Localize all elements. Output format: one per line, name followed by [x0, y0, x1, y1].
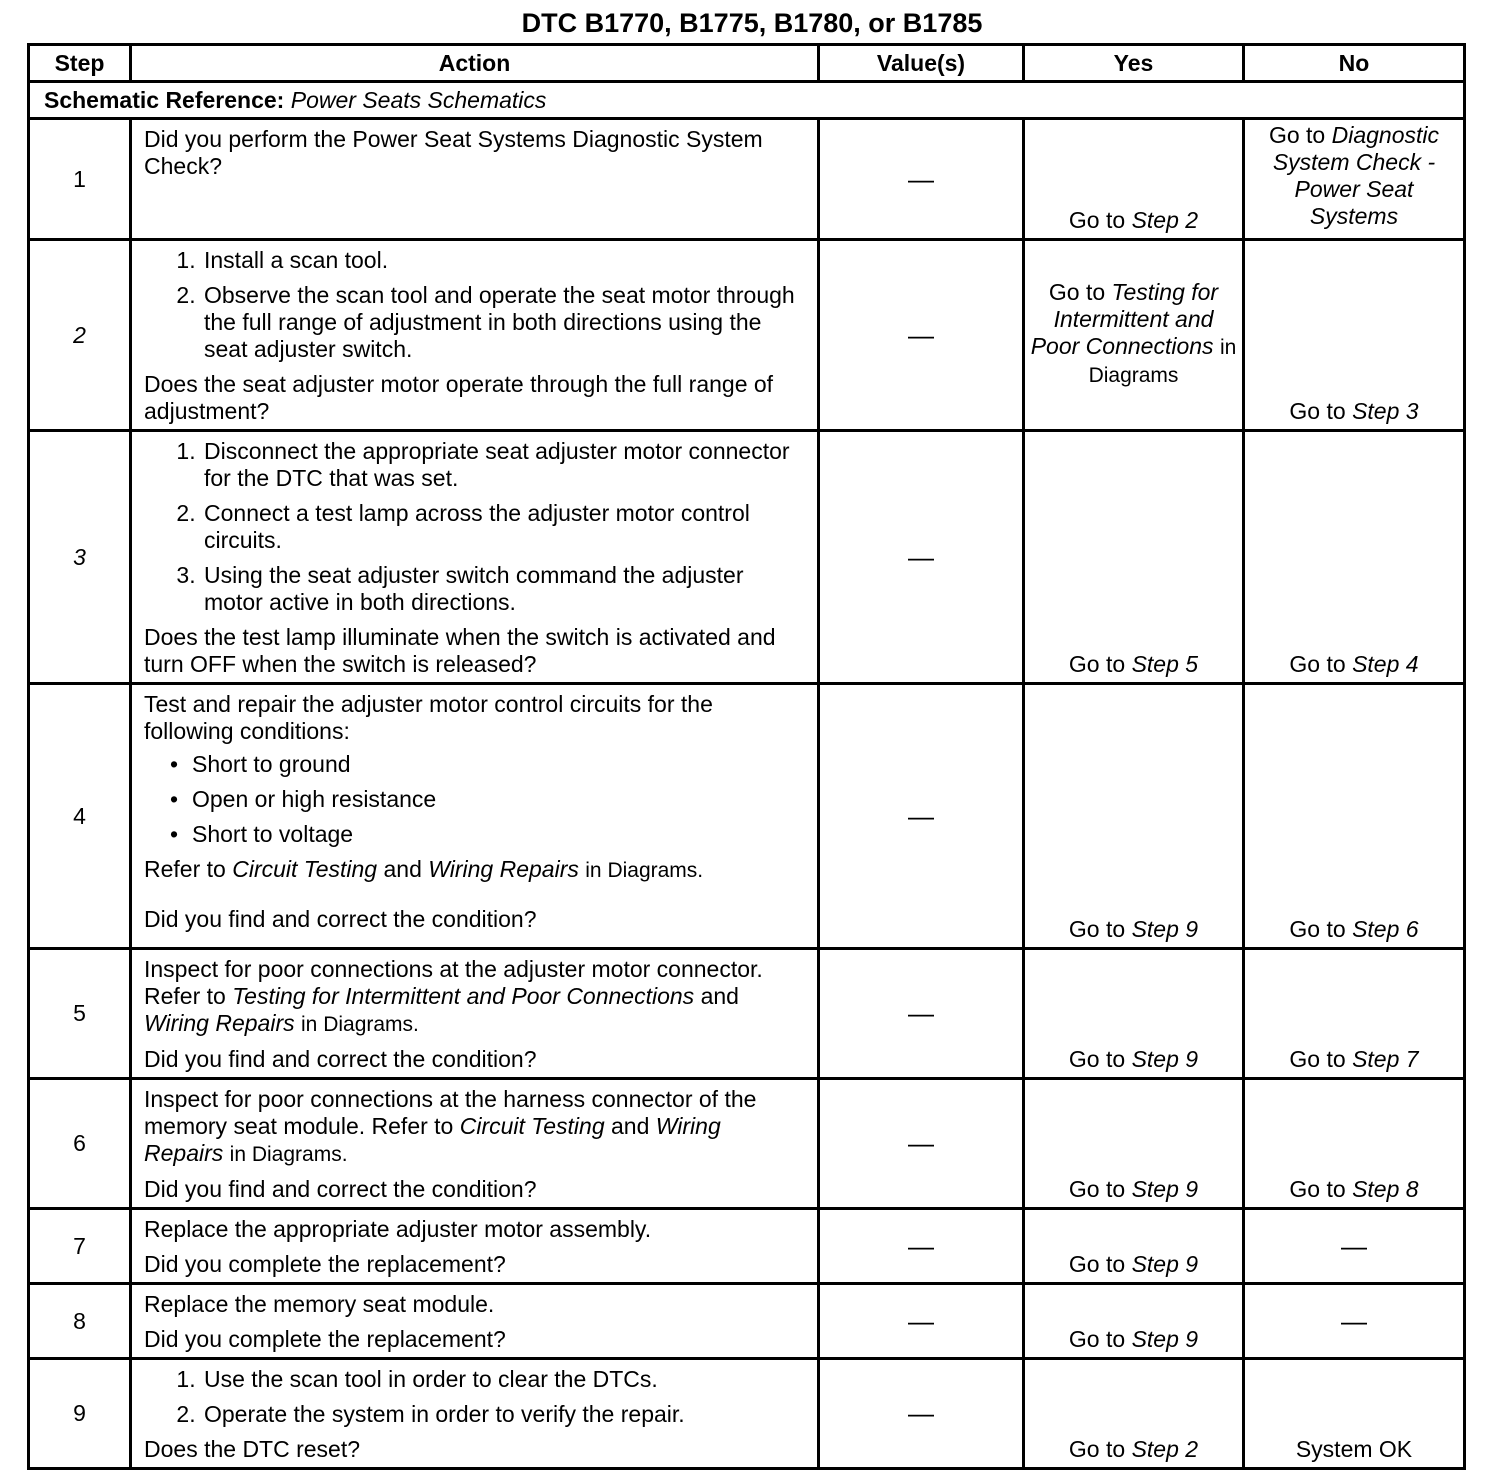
list-item: 1. Use the scan tool in order to clear the DTCs. [202, 1366, 805, 1393]
yes-link[interactable]: Step 9 [1131, 1326, 1199, 1352]
header-step: Step [29, 45, 131, 82]
reference-link[interactable]: Wiring Repairs [144, 1113, 721, 1166]
table-row [29, 1359, 1465, 1469]
action-cell [131, 1079, 819, 1209]
action-text: Did you perform the Power Seat Systems Diagnostic System Check? [144, 126, 763, 179]
yes-link[interactable]: Step 9 [1131, 1251, 1199, 1277]
list-item: 1. Install a scan tool. [202, 247, 805, 274]
schematic-reference [29, 82, 1465, 119]
intro-text: Test and repair the adjuster motor control circuits for the following conditions: [144, 691, 713, 744]
yes-cell: Go to Step 9 [1024, 1079, 1244, 1209]
no-link[interactable]: Step 4 [1352, 651, 1419, 677]
schematic-row [29, 82, 1465, 119]
reference-link[interactable]: Wiring Repairs [144, 1010, 295, 1036]
no-cell: Go to Diagnostic System Check - Power Seat Systems [1244, 119, 1465, 240]
question-text: Did you complete the replacement? [144, 1326, 506, 1352]
yes-link[interactable]: Step 9 [1131, 916, 1199, 942]
action-cell [131, 949, 819, 1079]
list-item: 1. Disconnect the appropriate seat adjuster motor connector for the DTC that was set. [202, 438, 805, 492]
reference-link[interactable]: Wiring Repairs [428, 856, 579, 882]
yes-link[interactable]: Step 9 [1131, 1046, 1199, 1072]
step-number: 2 [29, 240, 131, 431]
table-row [29, 119, 1465, 240]
reference-link[interactable]: Testing for Intermittent and Poor Connections [232, 983, 695, 1009]
list-item: • Short to ground [192, 751, 805, 778]
step-number: 8 [29, 1284, 131, 1359]
action-cell [131, 240, 819, 431]
diagnostic-table [27, 43, 1466, 1470]
reference-link[interactable]: Circuit Testing [232, 856, 378, 882]
action-cell [131, 119, 819, 240]
no-cell: — [1244, 1209, 1465, 1284]
value-cell: — [819, 1359, 1024, 1469]
no-cell: System OK [1244, 1359, 1465, 1469]
no-link[interactable]: Step 8 [1352, 1176, 1419, 1202]
no-link[interactable]: Step 3 [1352, 398, 1419, 424]
value-cell: — [819, 1284, 1024, 1359]
no-cell: — [1244, 1284, 1465, 1359]
reference-link[interactable]: Circuit Testing [459, 1113, 605, 1139]
header-yes: Yes [1024, 45, 1244, 82]
no-link[interactable]: Step 6 [1352, 916, 1419, 942]
list-item: 3. Using the seat adjuster switch command the adjuster motor active in both directions. [202, 562, 805, 616]
action-cell [131, 1359, 819, 1469]
question-text: Did you complete the replacement? [144, 1251, 506, 1277]
no-link[interactable]: Diagnostic System Check - Power Seat Systems [1272, 122, 1440, 229]
list-item: • Short to voltage [192, 821, 805, 848]
schematic-label: Schematic Reference: [44, 86, 285, 113]
step-number: 5 [29, 949, 131, 1079]
question-text: Does the test lamp illuminate when the switch is activated and turn OFF when the switch is released? [144, 624, 776, 677]
yes-link[interactable]: Step 2 [1131, 207, 1199, 233]
action-text: Replace the memory seat module. [144, 1291, 495, 1317]
table-row [29, 949, 1465, 1079]
table-row [29, 1209, 1465, 1284]
header-row [29, 45, 1465, 82]
action-cell [131, 1209, 819, 1284]
yes-cell: Go to Step 9 [1024, 1209, 1244, 1284]
table-row [29, 431, 1465, 684]
value-cell: — [819, 119, 1024, 240]
action-cell [131, 431, 819, 684]
question-text: Did you find and correct the condition? [144, 906, 537, 932]
yes-cell: Go to Testing for Intermittent and Poor Connections in Diagrams [1024, 240, 1244, 431]
header-values: Value(s) [819, 45, 1024, 82]
step-number: 3 [29, 431, 131, 684]
question-text: Does the seat adjuster motor operate through the full range of adjustment? [144, 371, 774, 424]
action-cell [131, 684, 819, 949]
table-row [29, 684, 1465, 949]
list-item: 2. Operate the system in order to verify the repair. [202, 1401, 805, 1428]
step-number: 4 [29, 684, 131, 949]
step-number: 6 [29, 1079, 131, 1209]
yes-link[interactable]: Step 2 [1131, 1436, 1199, 1462]
header-no: No [1244, 45, 1465, 82]
action-cell [131, 1284, 819, 1359]
action-text: Inspect for poor connections at the adjuster motor connector. Refer to Testing for Intermittent and Poor Connections and Wiring Repairs in Diagrams. [144, 956, 763, 1036]
page-title: DTC B1770, B1775, B1780, or B1785 [521, 8, 983, 38]
question-text: Does the DTC reset? [144, 1436, 361, 1462]
yes-cell: Go to Step 9 [1024, 684, 1244, 949]
step-number: 7 [29, 1209, 131, 1284]
table-row [29, 240, 1465, 431]
list-item: • Open or high resistance [192, 786, 805, 813]
no-cell: Go to Step 3 [1244, 240, 1465, 431]
value-cell: — [819, 1079, 1024, 1209]
schematic-link[interactable]: Power Seats Schematics [290, 86, 547, 113]
list-item: 2. Connect a test lamp across the adjuster motor control circuits. [202, 500, 805, 554]
step-number: 9 [29, 1359, 131, 1469]
yes-cell: Go to Step 9 [1024, 1284, 1244, 1359]
value-cell: — [819, 1209, 1024, 1284]
question-text: Did you find and correct the condition? [144, 1046, 537, 1072]
table-row [29, 1284, 1465, 1359]
yes-link[interactable]: Step 9 [1131, 1176, 1199, 1202]
yes-cell: Go to Step 2 [1024, 1359, 1244, 1469]
value-cell: — [819, 431, 1024, 684]
header-action: Action [131, 45, 819, 82]
no-cell: Go to Step 4 [1244, 431, 1465, 684]
list-item: 2. Observe the scan tool and operate the seat motor through the full range of adjustment in both directions using the seat adjuster switch. [202, 282, 805, 363]
step-number: 1 [29, 119, 131, 240]
no-cell: Go to Step 6 [1244, 684, 1465, 949]
no-cell: Go to Step 7 [1244, 949, 1465, 1079]
no-link[interactable]: Step 7 [1352, 1046, 1419, 1072]
yes-cell: Go to Step 2 [1024, 119, 1244, 240]
yes-link[interactable]: Step 5 [1131, 651, 1199, 677]
no-cell: Go to Step 8 [1244, 1079, 1465, 1209]
value-cell: — [819, 240, 1024, 431]
yes-cell: Go to Step 5 [1024, 431, 1244, 684]
action-text: Inspect for poor connections at the harness connector of the memory seat module. Refer to Circuit Testing and Wiring Repairs in Diagrams. [144, 1086, 757, 1166]
value-cell: — [819, 949, 1024, 1079]
value-cell: — [819, 684, 1024, 949]
action-text: Replace the appropriate adjuster motor assembly. [144, 1216, 652, 1242]
table-row [29, 1079, 1465, 1209]
yes-link[interactable]: Testing for Intermittent and Poor Connections [1030, 279, 1219, 359]
question-text: Did you find and correct the condition? [144, 1176, 537, 1202]
refer-text: Refer to Circuit Testing and Wiring Repairs in Diagrams. [144, 856, 704, 882]
yes-cell: Go to Step 9 [1024, 949, 1244, 1079]
